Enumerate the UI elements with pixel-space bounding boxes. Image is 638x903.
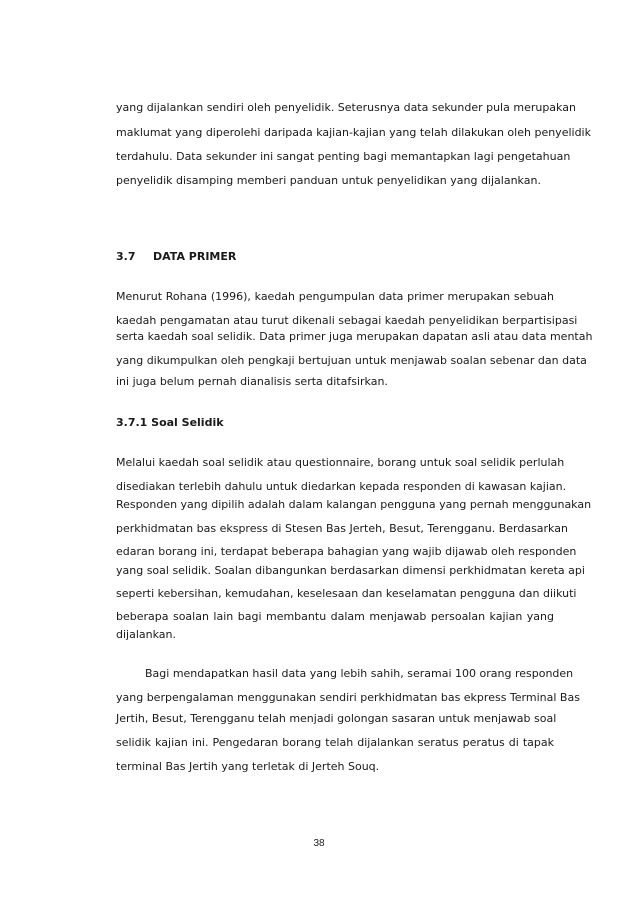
section-heading xyxy=(116,250,236,264)
page-number: 38 xyxy=(313,838,325,849)
paragraph-line: terminal Bas Jertih yang terletak di Jerteh Souq. xyxy=(116,760,380,773)
subsection-heading: 3.7.1 Soal Selidik xyxy=(116,416,224,429)
paragraph-line: Melalui kaedah soal selidik atau questionnaire, borang untuk soal selidik perlulah xyxy=(116,456,565,469)
paragraph-line: Jertih, Besut, Terengganu telah menjadi golongan sasaran untuk menjawab soal xyxy=(116,712,557,725)
paragraph-line: edaran borang ini, terdapat beberapa bahagian yang wajib dijawab oleh responden xyxy=(116,545,577,558)
paragraph-line: seperti kebersihan, kemudahan, keselesaan dan keselamatan pengguna dan diikuti xyxy=(116,587,577,600)
paragraph-line: Bagi mendapatkan hasil data yang lebih sahih, seramai 100 orang responden xyxy=(145,667,574,680)
paragraph-line: dijalankan. xyxy=(116,628,176,641)
paragraph-line: yang dikumpulkan oleh pengkaji bertujuan untuk menjawab soalan sebenar dan data xyxy=(116,354,587,367)
paragraph-line: Responden yang dipilih adalah dalam kalangan pengguna yang pernah menggunakan xyxy=(116,498,592,511)
paragraph-line: serta kaedah soal selidik. Data primer juga merupakan dapatan asli atau data mentah xyxy=(116,330,593,343)
paragraph-line: penyelidik disamping memberi panduan untuk penyelidikan yang dijalankan. xyxy=(116,174,541,187)
paragraph-line: ini juga belum pernah dianalisis serta ditafsirkan. xyxy=(116,375,388,388)
paragraph-line: yang berpengalaman menggunakan sendiri perkhidmatan bas ekpress Terminal Bas xyxy=(116,691,580,704)
section-title: DATA PRIMER xyxy=(153,250,237,263)
paragraph-line: terdahulu. Data sekunder ini sangat penting bagi memantapkan lagi pengetahuan xyxy=(116,150,571,163)
paragraph-line: kaedah pengamatan atau turut dikenali sebagai kaedah penyelidikan berpartisipasi xyxy=(116,314,578,327)
paragraph-line: beberapa soalan lain bagi membantu dalam menjawab persoalan kajian yang xyxy=(116,610,554,623)
paragraph-line: yang soal selidik. Soalan dibangunkan berdasarkan dimensi perkhidmatan kereta api xyxy=(116,564,585,577)
paragraph-line: Menurut Rohana (1996), kaedah pengumpulan data primer merupakan sebuah xyxy=(116,290,554,303)
paragraph-line: disediakan terlebih dahulu untuk diedarkan kepada responden di kawasan kajian. xyxy=(116,480,567,493)
paragraph-line: maklumat yang diperolehi daripada kajian-kajian yang telah dilakukan oleh penyelidik xyxy=(116,126,591,139)
section-number: 3.7 xyxy=(116,250,136,263)
paragraph-line: yang dijalankan sendiri oleh penyelidik. Seterusnya data sekunder pula merupakan xyxy=(116,101,576,114)
paragraph-line: selidik kajian ini. Pengedaran borang telah dijalankan seratus peratus di tapak xyxy=(116,736,554,749)
paragraph-line: perkhidmatan bas ekspress di Stesen Bas Jerteh, Besut, Terengganu. Berdasarkan xyxy=(116,522,568,535)
